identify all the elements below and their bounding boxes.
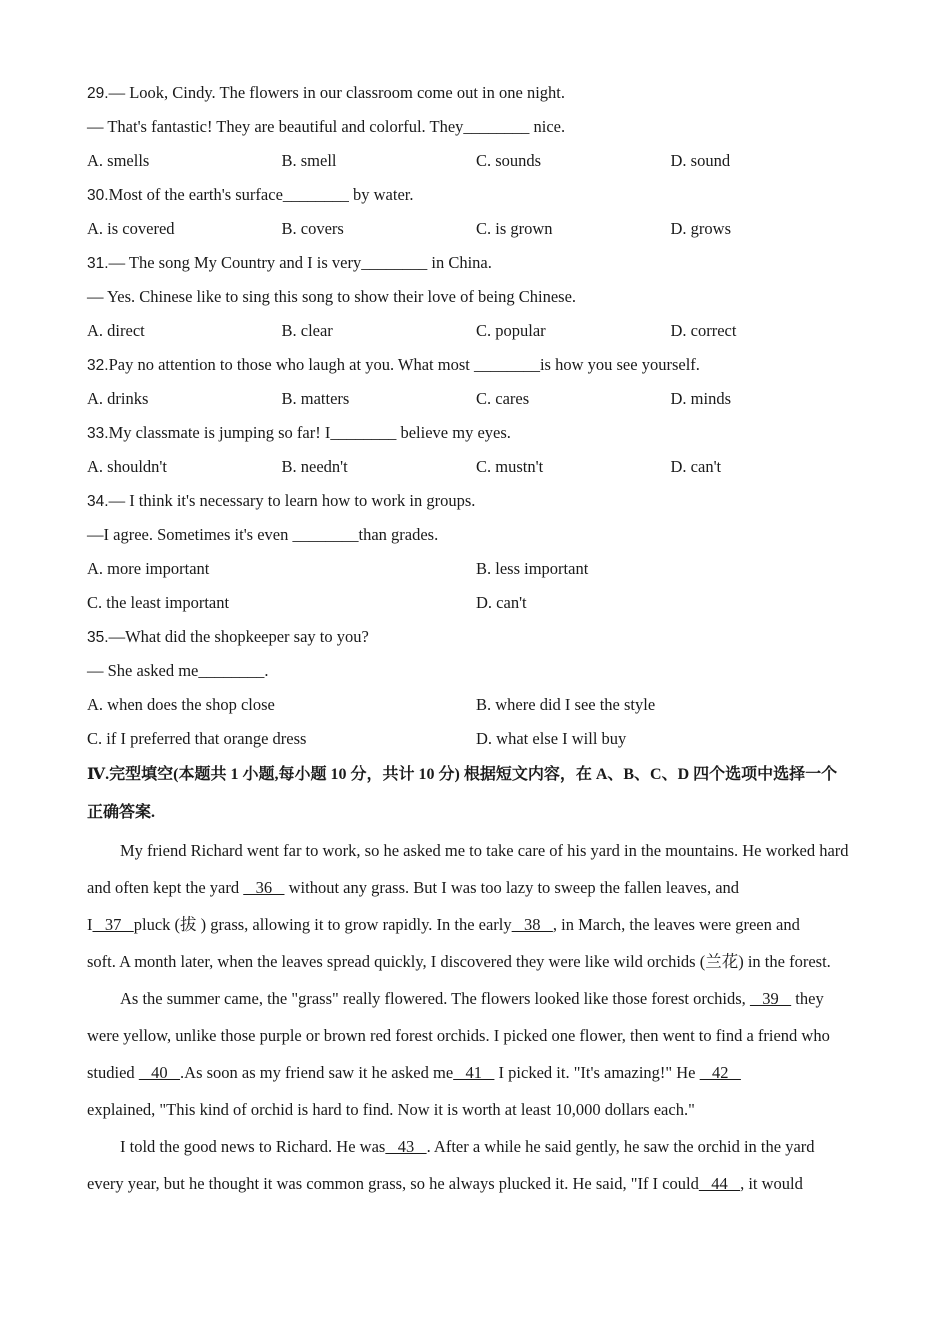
passage-text: .As soon as my friend saw it he asked me — [180, 1063, 454, 1082]
passage-line — [87, 1091, 877, 1128]
question-text: Most of the earth's surface________ by water. — [108, 185, 414, 204]
option: A. is covered — [87, 219, 175, 238]
passage-text: As the summer came, the "grass" really flowered. The flowers looked like those forest orchids, — [120, 989, 750, 1008]
cloze-blank[interactable]: 39 — [749, 989, 792, 1008]
option: C. popular — [476, 321, 546, 340]
passage-text: every year, but he thought it was common grass, so he always plucked it. He said, "If I could — [87, 1174, 699, 1193]
question-text: — The song My Country and I is very________ in China. — [108, 253, 492, 272]
option: D. correct — [670, 321, 737, 340]
option: A. more important — [87, 559, 210, 578]
passage-line — [87, 1128, 877, 1165]
question-line — [87, 280, 877, 314]
passage-line — [87, 943, 877, 980]
question-text: — I think it's necessary to learn how to work in groups. — [108, 491, 476, 510]
option: A. direct — [87, 321, 145, 340]
passage-line — [87, 832, 877, 869]
option: D. can't — [476, 593, 527, 612]
option: D. minds — [670, 389, 732, 408]
option: D. grows — [670, 219, 731, 238]
question-line — [87, 654, 877, 688]
question-text: — Look, Cindy. The flowers in our classroom come out in one night. — [108, 83, 565, 102]
question-number: 29. — [87, 85, 109, 102]
option: B. needn't — [281, 457, 348, 476]
passage-text: studied — [87, 1063, 139, 1082]
option: A. drinks — [87, 389, 149, 408]
option: C. mustn't — [476, 457, 544, 476]
passage-text: explained, "This kind of orchid is hard to find. Now it is worth at least 10,000 dollars each." — [87, 1100, 695, 1119]
cloze-blank[interactable]: 42 — [699, 1063, 741, 1082]
question-text: — That's fantastic! They are beautiful and colorful. They________ nice. — [87, 117, 566, 136]
passage-text: pluck (拔 ) grass, allowing it to grow rapidly. In the early — [133, 915, 512, 934]
option: C. cares — [476, 389, 530, 408]
cloze-blank[interactable]: 43 — [385, 1137, 427, 1156]
question-text: — Yes. Chinese like to sing this song to show their love of being Chinese. — [87, 287, 577, 306]
question-line — [87, 178, 877, 212]
passage-text: I told the good news to Richard. He was — [120, 1137, 386, 1156]
question-line — [87, 246, 877, 280]
question-number: 34. — [87, 493, 109, 510]
option: C. is grown — [476, 219, 553, 238]
question-line — [87, 518, 877, 552]
question-text: —I agree. Sometimes it's even ________than grades. — [87, 525, 439, 544]
question-line — [87, 416, 877, 450]
cloze-blank[interactable]: 41 — [453, 1063, 495, 1082]
options-row — [87, 144, 877, 178]
option: D. what else I will buy — [476, 729, 627, 748]
question-number: 31. — [87, 255, 109, 272]
question-text: —What did the shopkeeper say to you? — [108, 627, 369, 646]
cloze-blank[interactable]: 37 — [92, 915, 134, 934]
passage-text: My friend Richard went far to work, so he asked me to take care of his yard in the mountains. He worked hard — [120, 841, 849, 860]
cloze-blank[interactable]: 44 — [698, 1174, 741, 1193]
option: B. where did I see the style — [476, 695, 656, 714]
option: B. smell — [281, 151, 337, 170]
passage-line — [87, 1165, 877, 1202]
passage-line — [87, 906, 877, 943]
options-row — [87, 212, 877, 246]
passage-text: and often kept the yard — [87, 878, 244, 897]
option: C. the least important — [87, 593, 230, 612]
options-row — [87, 586, 877, 620]
question-text: — She asked me________. — [87, 661, 269, 680]
question-number: 30. — [87, 187, 109, 204]
option: C. sounds — [476, 151, 542, 170]
exam-page — [87, 76, 877, 1202]
passage-text: I picked it. "It's amazing!" He — [494, 1063, 700, 1082]
option: B. matters — [281, 389, 350, 408]
passage-text: without any grass. But I was too lazy to sweep the fallen leaves, and — [284, 878, 740, 897]
question-text: Pay no attention to those who laugh at you. What most ________is how you see yourself. — [108, 355, 700, 374]
option: D. sound — [670, 151, 731, 170]
passage-line — [87, 869, 877, 906]
cloze-blank[interactable]: 40 — [138, 1063, 181, 1082]
option: A. shouldn't — [87, 457, 167, 476]
option: A. when does the shop close — [87, 695, 275, 714]
options-row — [87, 552, 877, 586]
options-row — [87, 722, 877, 756]
cloze-blank[interactable]: 36 — [243, 878, 285, 897]
passage-text: soft. A month later, when the leaves spread quickly, I discovered they were like wild orchids (兰花) in the forest. — [87, 952, 831, 971]
question-line — [87, 76, 877, 110]
options-row — [87, 450, 877, 484]
option: B. clear — [281, 321, 333, 340]
section-heading-cont: 正确答案. — [87, 804, 156, 821]
passage-line — [87, 1054, 877, 1091]
passage-text: I — [87, 915, 93, 934]
question-number: 35. — [87, 629, 109, 646]
question-number: 33. — [87, 425, 109, 442]
passage-text: , in March, the leaves were green and — [552, 915, 800, 934]
options-row — [87, 382, 877, 416]
options-row — [87, 688, 877, 722]
question-number: 32. — [87, 357, 109, 374]
cloze-blank[interactable]: 38 — [511, 915, 553, 934]
passage-line — [87, 980, 877, 1017]
option: D. can't — [670, 457, 722, 476]
passage-text: . After a while he said gently, he saw the orchid in the yard — [426, 1137, 815, 1156]
question-text: My classmate is jumping so far! I________ believe my eyes. — [108, 423, 511, 442]
question-line — [87, 620, 877, 654]
question-line — [87, 484, 877, 518]
option: C. if I preferred that orange dress — [87, 729, 307, 748]
passage-text: , it would — [740, 1174, 803, 1193]
section-heading: Ⅳ.完型填空(本题共 1 小题,每小题 10 分，共计 10 分) 根据短文内容，在 A、B、C、D 四个选项中选择一个 — [87, 766, 838, 783]
passage-text: they — [791, 989, 824, 1008]
option: B. less important — [476, 559, 589, 578]
option: B. covers — [281, 219, 344, 238]
question-line — [87, 110, 877, 144]
option: A. smells — [87, 151, 150, 170]
question-line — [87, 348, 877, 382]
passage-line — [87, 1017, 877, 1054]
passage-text: were yellow, unlike those purple or brown red forest orchids. I picked one flower, then went to find a friend who — [87, 1026, 830, 1045]
options-row — [87, 314, 877, 348]
